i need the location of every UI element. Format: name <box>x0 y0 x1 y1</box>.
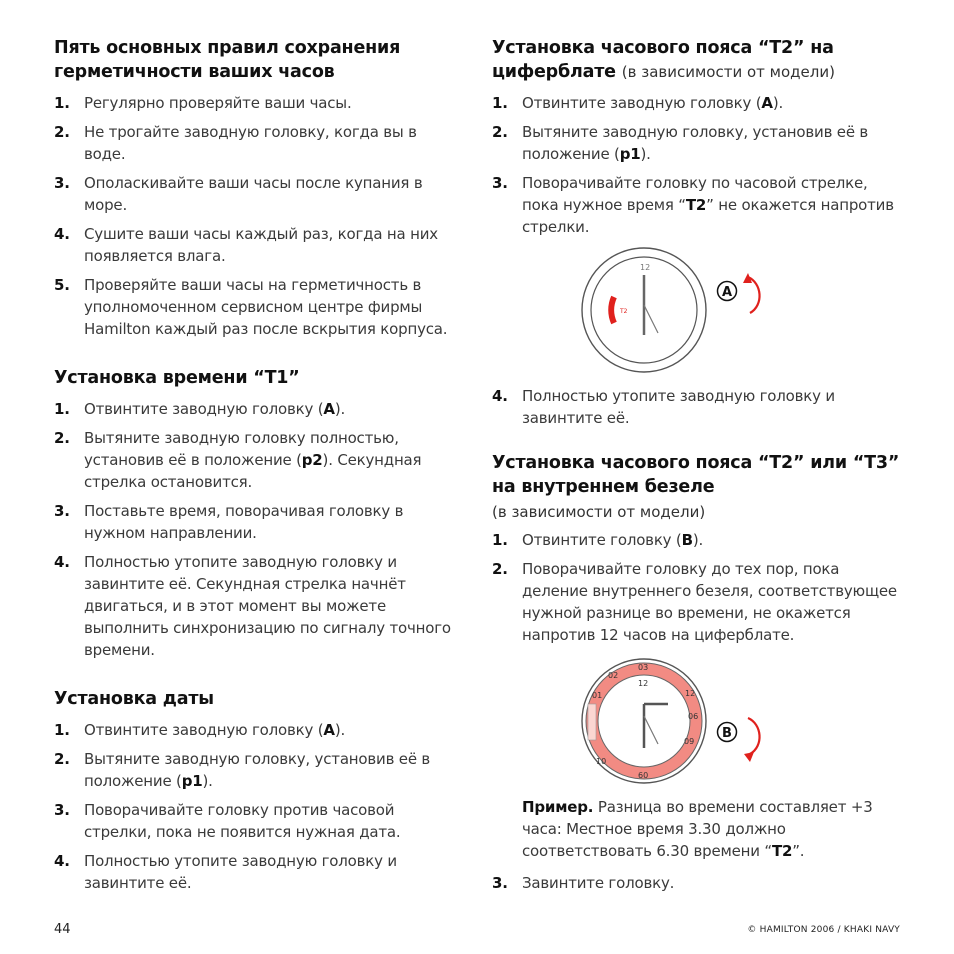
list-item <box>492 385 902 429</box>
position-ref: p1 <box>619 145 641 163</box>
item-text: Полностью утопите заводную головку и завинтите её. <box>84 852 397 892</box>
item-number: 1. <box>54 400 70 418</box>
list-item <box>54 223 459 267</box>
bezel-number: 01 <box>592 691 603 700</box>
t2-bezel-list-end <box>492 872 902 894</box>
item-number: 3. <box>54 502 70 520</box>
item-text: Сушите ваши часы каждый раз, когда на них появляется влага. <box>84 225 438 265</box>
item-text: Отвинтите заводную головку ( <box>84 400 324 418</box>
crown-ref: A <box>761 94 773 112</box>
item-text-end: ). <box>692 531 704 549</box>
item-text: Вытяните заводную головку, установив её в положение ( <box>84 750 431 790</box>
t2-ref: T2 <box>771 842 793 860</box>
position-ref: p2 <box>301 451 323 469</box>
item-text: Поворачивайте головку против часовой стрелки, пока не появится нужная дата. <box>84 801 401 841</box>
bezel-window <box>588 704 596 740</box>
item-number: 1. <box>54 94 70 112</box>
example-note <box>492 796 902 862</box>
item-text: Поворачивайте головку по часовой стрелке, пока нужное время “ <box>522 174 868 214</box>
t2-dial-section <box>492 36 902 429</box>
note-text-end: ”. <box>792 842 805 860</box>
item-text: Ополаскивайте ваши часы после купания в море. <box>84 174 423 214</box>
list-item <box>492 558 902 646</box>
item-number: 4. <box>54 852 70 870</box>
bezel-number: 06 <box>688 712 699 721</box>
list-item <box>54 748 459 792</box>
item-text: Проверяйте ваши часы на герметичность в уполномоченном сервисном центре фирмы Hamilton каждый раз после вскрытия корпуса. <box>84 276 448 338</box>
t2-dial-heading <box>492 36 902 84</box>
item-number: 2. <box>492 123 508 141</box>
item-text: Не трогайте заводную головку, когда вы в воде. <box>84 123 417 163</box>
item-number: 3. <box>54 174 70 192</box>
crown-ref: A <box>323 721 335 739</box>
item-number: 4. <box>492 387 508 405</box>
dial-twelve-label: 12 <box>640 263 651 272</box>
crown-ref: A <box>323 400 335 418</box>
time-list <box>54 398 459 661</box>
list-item <box>492 172 902 238</box>
watch-bezel-illustration <box>580 656 780 786</box>
list-item <box>54 500 459 544</box>
list-item <box>54 719 459 741</box>
rules-list <box>54 92 459 340</box>
item-number: 2. <box>54 429 70 447</box>
item-text: Вытяните заводную головку, установив её в положение ( <box>522 123 869 163</box>
item-text-end: ). Секундная стрелка остановится. <box>84 451 422 491</box>
list-item <box>54 172 459 216</box>
bezel-number: 12 <box>685 689 696 698</box>
bezel-number: 09 <box>684 737 695 746</box>
date-list <box>54 719 459 894</box>
item-text: Отвинтите заводную головку ( <box>522 94 762 112</box>
item-text: Отвинтите головку ( <box>522 531 682 549</box>
bezel-number: 60 <box>638 771 649 780</box>
item-number: 4. <box>54 225 70 243</box>
t2-dial-title: Установка часового пояса “T2” на циферблате <box>492 38 834 82</box>
item-text: Полностью утопите заводную головку и завинтите её. <box>522 387 835 427</box>
t2-dial-subtitle: (в зависимости от модели) <box>621 63 835 81</box>
list-item <box>54 799 459 843</box>
dial-twelve-label: 12 <box>638 679 649 688</box>
item-number: 3. <box>492 874 508 892</box>
item-text: Регулярно проверяйте ваши часы. <box>84 94 352 112</box>
item-number: 3. <box>54 801 70 819</box>
crown-a-label: A <box>722 285 733 300</box>
item-text: Отвинтите заводную головку ( <box>84 721 324 739</box>
item-number: 2. <box>54 750 70 768</box>
item-text-end: ). <box>640 145 651 163</box>
item-number: 4. <box>54 553 70 571</box>
list-item <box>54 850 459 894</box>
list-item <box>492 872 902 894</box>
copyright: © HAMILTON 2006 / KHAKI NAVY <box>747 925 900 935</box>
item-number: 2. <box>492 560 508 578</box>
right-column <box>492 36 902 920</box>
time-heading: Установка времени “T1” <box>54 368 300 388</box>
watch-t2-dial-figure <box>580 245 780 375</box>
t2-dial-label: T2 <box>620 308 628 315</box>
t2-bezel-heading: Установка часового пояса “T2” или “T3” на внутреннем безеле <box>492 453 900 497</box>
t2-bezel-section <box>492 451 902 894</box>
t2-bezel-list <box>492 529 902 646</box>
item-text-end: ). <box>772 94 784 112</box>
position-ref: p1 <box>181 772 203 790</box>
item-number: 2. <box>54 123 70 141</box>
list-item <box>492 92 902 114</box>
crown-b-label: B <box>722 726 732 741</box>
t2-dial-list <box>492 92 902 238</box>
list-item <box>54 121 459 165</box>
date-section <box>54 687 459 894</box>
note-text: Разница во времени составляет +3 часа: Местное время 3.30 должно соответствовать 6.30 времени “ <box>522 798 873 860</box>
rules-section <box>54 36 459 340</box>
item-text-end: ” не окажется напротив стрелки. <box>522 196 894 236</box>
item-number: 5. <box>54 276 70 294</box>
item-text: Вытяните заводную головку полностью, установив её в положение ( <box>84 429 399 469</box>
note-label: Пример. <box>522 798 594 816</box>
t2-bezel-subtitle: (в зависимости от модели) <box>492 503 706 521</box>
crown-ref: B <box>681 531 693 549</box>
item-text: Завинтите головку. <box>522 874 675 892</box>
bezel-number: 03 <box>638 663 649 672</box>
t2-dial-list-end <box>492 385 902 429</box>
list-item <box>492 529 902 551</box>
t2-arc <box>611 297 614 323</box>
item-text: Поставьте время, поворачивая головку в нужном направлении. <box>84 502 404 542</box>
rules-heading: Пять основных правил сохранения герметичности ваших часов <box>54 38 401 82</box>
arrow-head-icon <box>744 752 754 762</box>
list-item <box>54 427 459 493</box>
bezel-number: 02 <box>608 671 619 680</box>
item-text-end: ). <box>334 400 346 418</box>
item-number: 1. <box>492 94 508 112</box>
item-text: Поворачивайте головку до тех пор, пока деление внутреннего безеля, соответствующее нужной разнице во времени, не окажется напротив 12 часов на циферблате. <box>522 560 897 644</box>
list-item <box>492 121 902 165</box>
t2-ref: T2 <box>685 196 707 214</box>
item-number: 3. <box>492 174 508 192</box>
list-item <box>54 92 459 114</box>
item-number: 1. <box>54 721 70 739</box>
item-text-end: ). <box>334 721 346 739</box>
watch-dial-illustration <box>580 245 780 375</box>
list-item <box>54 398 459 420</box>
bezel-number: 10 <box>596 757 607 766</box>
left-column <box>54 36 459 920</box>
watch-bezel-figure <box>580 656 780 786</box>
rotate-arrow-icon <box>748 718 760 754</box>
date-heading: Установка даты <box>54 689 214 709</box>
list-item <box>54 551 459 661</box>
item-number: 1. <box>492 531 508 549</box>
list-item <box>54 274 459 340</box>
page-number: 44 <box>54 922 71 937</box>
item-text-end: ). <box>202 772 213 790</box>
time-section <box>54 366 459 661</box>
item-text: Полностью утопите заводную головку и завинтите её. Секундная стрелка начнёт двигаться, и в этот момент вы можете выполнить синхронизацию по сигналу точного времени. <box>84 553 451 659</box>
